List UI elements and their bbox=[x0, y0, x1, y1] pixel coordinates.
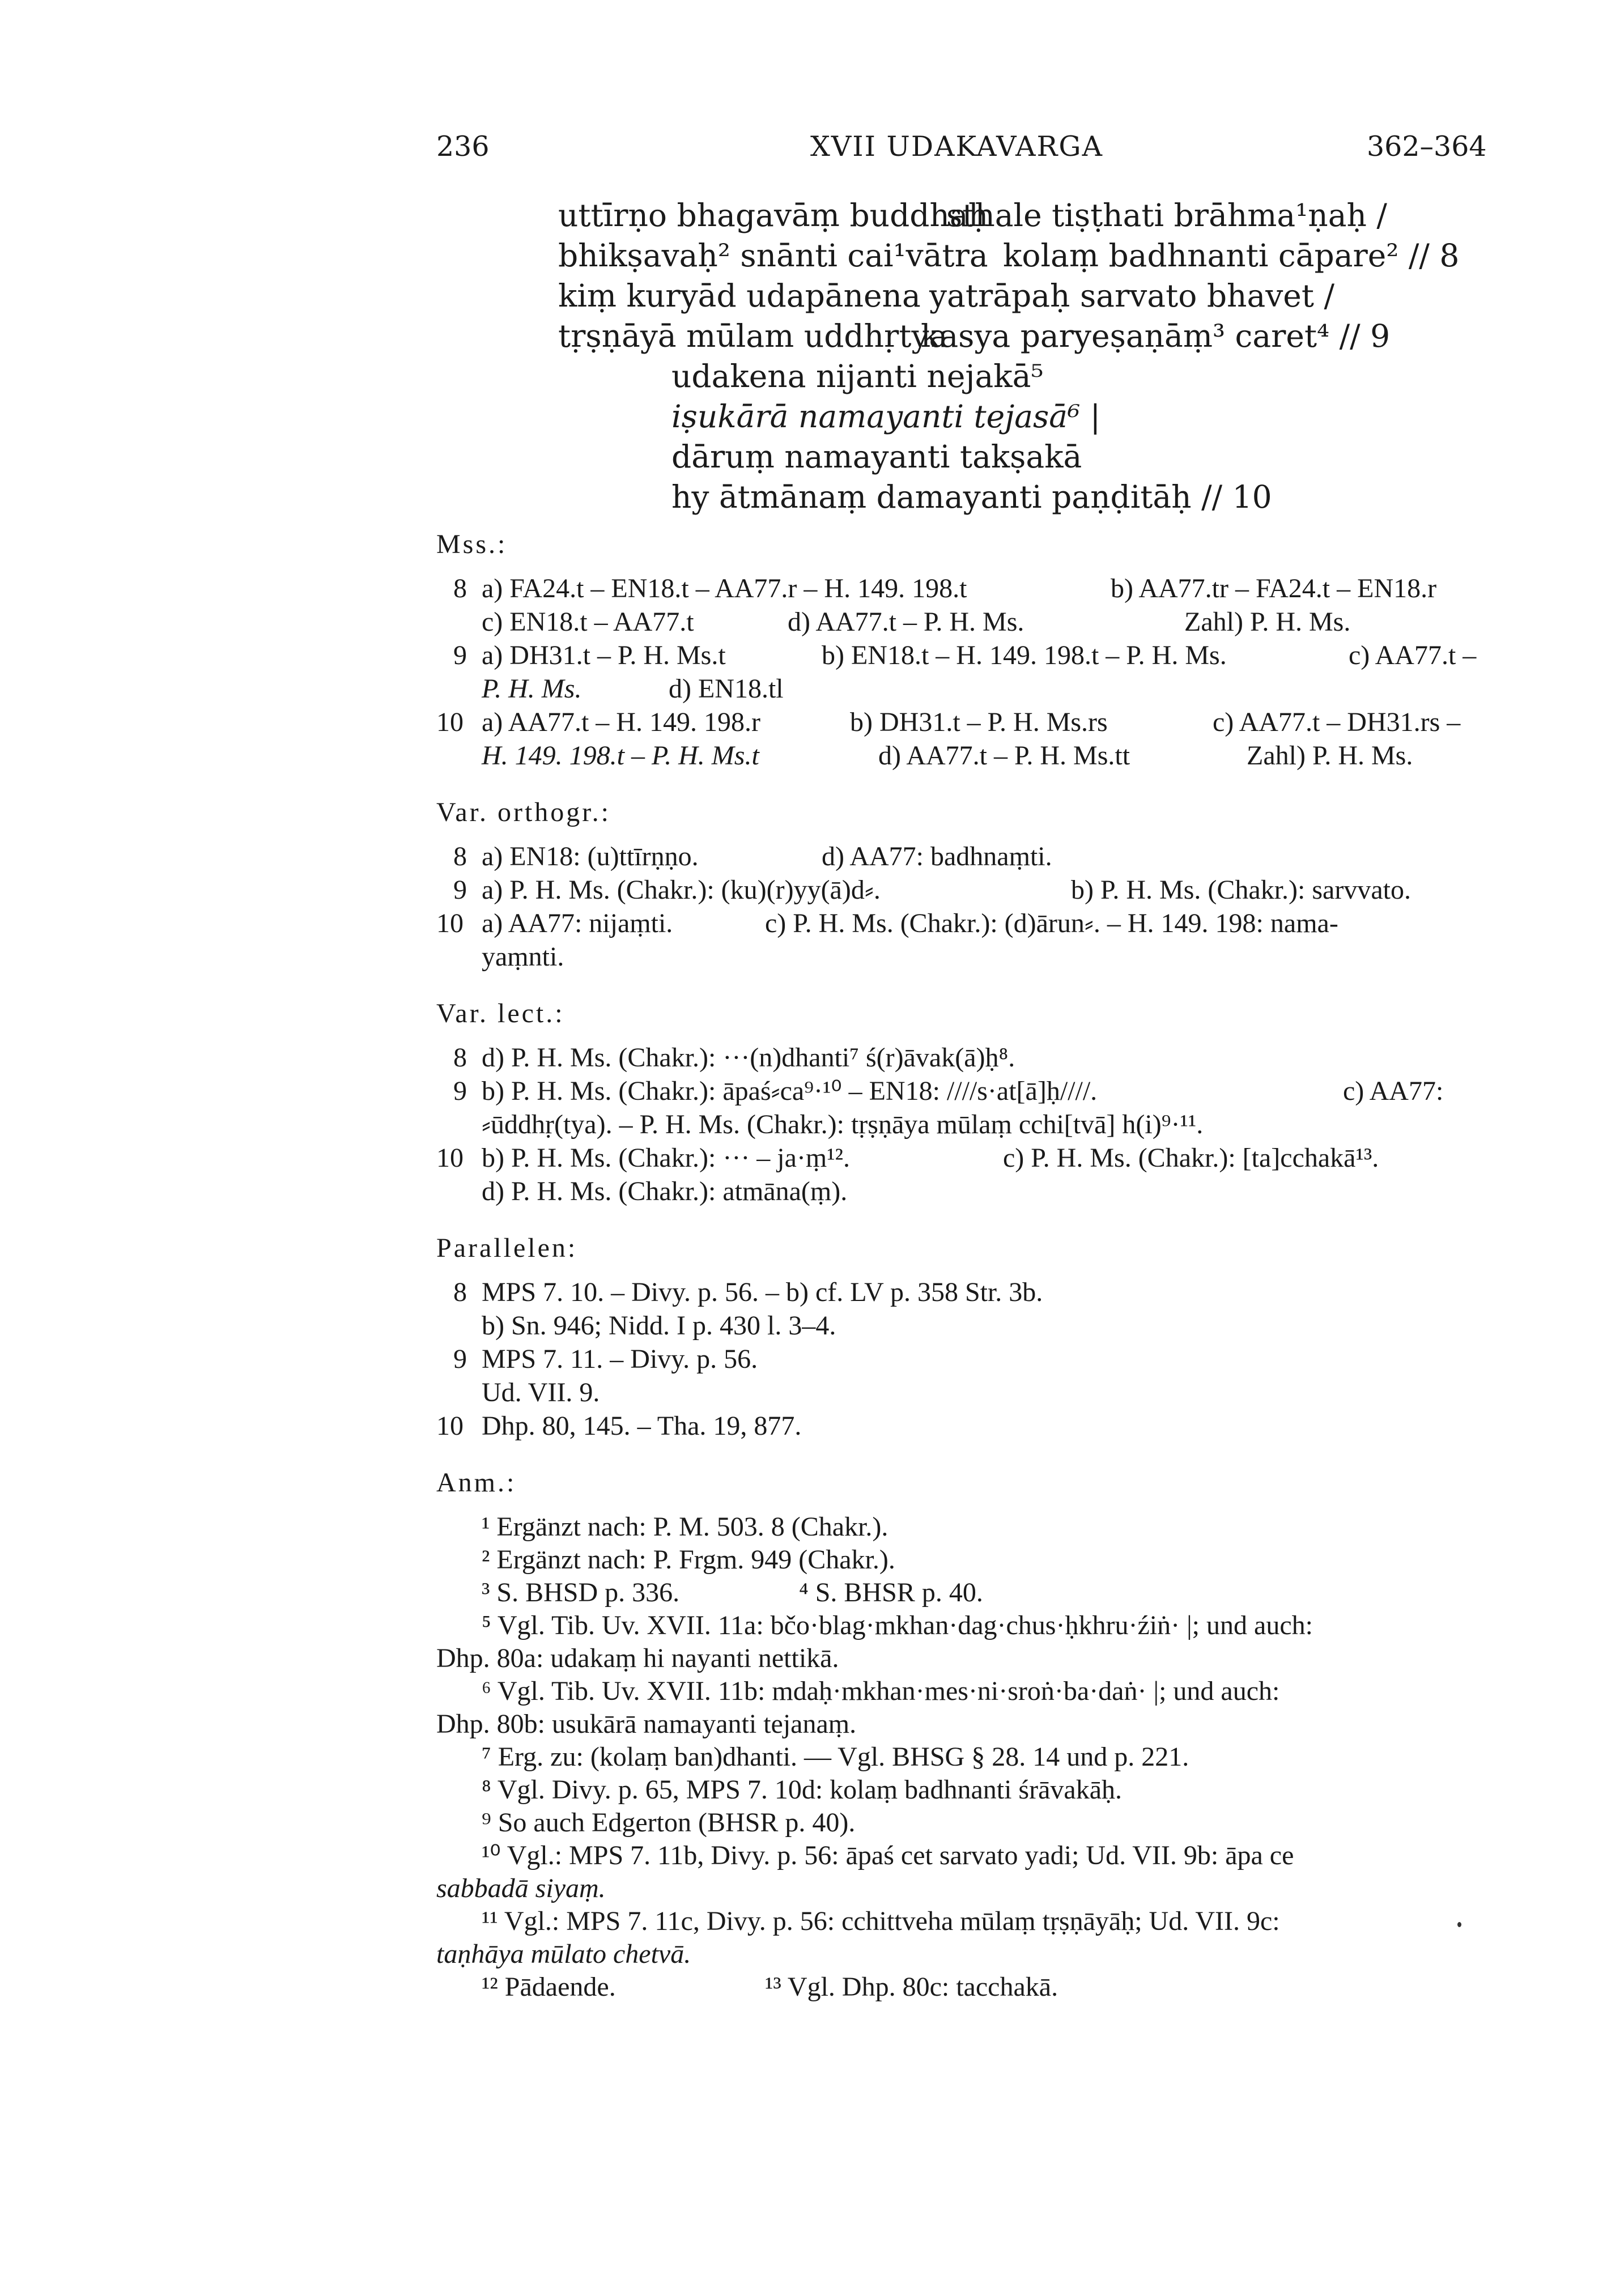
verse-number: 10 bbox=[436, 1411, 464, 1441]
apparatus-row bbox=[436, 1077, 1502, 1106]
footnote-text: taṇhāya mūlato chetvā. bbox=[436, 1939, 691, 1969]
row-part: b) DH31.t – P. H. Ms.rs bbox=[850, 707, 1108, 737]
apparatus-row bbox=[436, 1143, 1502, 1173]
row-part: Ud. VII. 9. bbox=[482, 1377, 600, 1408]
footnote-text: ¹³ Vgl. Dhp. 80c: tacchakā. bbox=[765, 1972, 1058, 2002]
footnote bbox=[436, 1841, 1502, 1870]
footnote-text: ² Ergänzt nach: P. Frgm. 949 (Chakr.). bbox=[482, 1545, 895, 1575]
apparatus-row bbox=[436, 942, 1502, 972]
apparatus-row bbox=[436, 641, 1502, 670]
verse-number: 10 bbox=[436, 707, 464, 737]
verse-pada-a: bhikṣavaḥ² snānti cai¹vātra bbox=[558, 237, 988, 274]
footnote-text: ⁹ So auch Edgerton (BHSR p. 40). bbox=[482, 1808, 856, 1838]
row-part: a) P. H. Ms. (Chakr.): (ku)(r)yy(ā)d⸗. bbox=[482, 875, 881, 905]
verse-pada-b: sthale tiṣṭhati brāhma¹ṇaḥ / bbox=[946, 197, 1387, 233]
verse-number: 8 bbox=[453, 573, 467, 603]
apparatus-row bbox=[436, 1378, 1502, 1408]
row-part: c) EN18.t – AA77.t bbox=[482, 607, 694, 637]
verse-pada: hy ātmānaṃ damayanti paṇḍitāḥ // 10 bbox=[671, 479, 1272, 515]
verse-pada-a: kiṃ kuryād udapānena bbox=[558, 278, 921, 314]
verse-pada: udakena nijanti nejakā⁵ bbox=[671, 358, 1044, 394]
footnote bbox=[436, 1578, 1502, 1608]
footnote bbox=[436, 1512, 1502, 1542]
row-part: a) AA77: nijaṃti. bbox=[482, 908, 673, 938]
verse-pada: dāruṃ namayanti takṣakā bbox=[671, 439, 1082, 475]
mss-heading: Mss.: bbox=[436, 529, 508, 559]
row-part: d) AA77.t – P. H. Ms.tt bbox=[878, 741, 1130, 771]
footnote bbox=[436, 1710, 1502, 1739]
verse-pada-b: kasya paryeṣaṇāṃ³ caret⁴ // 9 bbox=[921, 318, 1391, 354]
footnote-text: ⁸ Vgl. Divy. p. 65, MPS 7. 10d: kolaṃ badhnanti śrāvakāḥ. bbox=[482, 1775, 1122, 1805]
verse-line bbox=[558, 397, 1493, 437]
row-part: c) P. H. Ms. (Chakr.): (d)ārun⸗. – H. 149. 198: nama- bbox=[765, 908, 1338, 938]
footnote-text: ⁴ S. BHSR p. 40. bbox=[799, 1578, 983, 1608]
footnote-text: ⁶ Vgl. Tib. Uv. XVII. 11b: mdaḥ·mkhan·mes·ni·sroṅ·ba·daṅ· |; und auch: bbox=[482, 1676, 1280, 1706]
verse-number: 9 bbox=[453, 1344, 467, 1374]
apparatus-row bbox=[436, 842, 1502, 871]
footnote-text: ⁷ Erg. zu: (kolaṃ ban)dhanti. — Vgl. BHSG § 28. 14 und p. 221. bbox=[482, 1742, 1189, 1772]
anm-heading: Anm.: bbox=[436, 1468, 517, 1498]
verse-pada-b: yatrāpaḥ sarvato bhavet / bbox=[929, 278, 1334, 314]
verse-line bbox=[558, 195, 1493, 236]
apparatus-row bbox=[436, 607, 1502, 637]
verse-number: 10 bbox=[436, 908, 464, 938]
verse-number: 10 bbox=[436, 1143, 464, 1173]
row-part: a) EN18: (u)ttīrṇṇo. bbox=[482, 841, 699, 871]
row-part: c) AA77.t – DH31.rs – bbox=[1213, 707, 1461, 737]
verse-line bbox=[558, 316, 1493, 356]
row-part: yaṃnti. bbox=[482, 942, 564, 972]
footnote bbox=[436, 1677, 1502, 1706]
apparatus-row bbox=[436, 674, 1502, 704]
verse-number: 9 bbox=[453, 1076, 467, 1106]
verse-block bbox=[558, 195, 1493, 517]
verse-line bbox=[558, 437, 1493, 477]
verse-line bbox=[558, 236, 1493, 276]
row-part: b) EN18.t – H. 149. 198.t – P. H. Ms. bbox=[822, 640, 1227, 670]
parallelen-heading: Parallelen: bbox=[436, 1233, 578, 1263]
apparatus-row bbox=[436, 1345, 1502, 1374]
verse-pada: iṣukārā namayanti tejasā⁶ | bbox=[671, 398, 1101, 435]
verse-pada-a: tṛṣṇāyā mūlam uddhṛtya bbox=[558, 318, 948, 354]
row-part: b) P. H. Ms. (Chakr.): sarvvato. bbox=[1071, 875, 1411, 905]
footnote-text: ¹¹ Vgl.: MPS 7. 11c, Divy. p. 56: cchittveha mūlaṃ tṛṣṇāyāḥ; Ud. VII. 9c: bbox=[482, 1906, 1280, 1936]
verse-number: 9 bbox=[453, 875, 467, 905]
verse-range: 362–364 bbox=[1367, 130, 1487, 163]
row-part: a) FA24.t – EN18.t – AA77.r – H. 149. 198.t bbox=[482, 573, 967, 603]
row-part: a) AA77.t – H. 149. 198.r bbox=[482, 707, 760, 737]
apparatus-row bbox=[436, 741, 1502, 771]
footnote-text: Dhp. 80b: usukārā namayanti tejanaṃ. bbox=[436, 1709, 857, 1739]
verse-line bbox=[558, 356, 1493, 397]
lect-heading: Var. lect.: bbox=[436, 998, 565, 1028]
apparatus bbox=[436, 530, 1502, 2002]
apparatus-row bbox=[436, 909, 1502, 938]
row-part: Zahl) P. H. Ms. bbox=[1247, 741, 1413, 771]
verse-pada-b: kolaṃ badhnanti cāpare² // 8 bbox=[1003, 237, 1460, 274]
row-part: MPS 7. 11. – Divy. p. 56. bbox=[482, 1344, 758, 1374]
running-title: XVII UDAKAVARGA bbox=[810, 130, 1103, 163]
footnote-text: ¹² Pādaende. bbox=[482, 1972, 616, 2002]
row-part: Dhp. 80, 145. – Tha. 19, 877. bbox=[482, 1411, 802, 1441]
apparatus-row bbox=[436, 1311, 1502, 1341]
footnote-text: ¹ Ergänzt nach: P. M. 503. 8 (Chakr.). bbox=[482, 1512, 888, 1542]
footnote bbox=[436, 1742, 1502, 1772]
apparatus-row bbox=[436, 708, 1502, 737]
footnote bbox=[436, 1644, 1502, 1673]
footnote-text: Dhp. 80a: udakaṃ hi nayanti nettikā. bbox=[436, 1643, 839, 1673]
row-part: c) P. H. Ms. (Chakr.): [ta]cchakā¹³. bbox=[1003, 1143, 1379, 1173]
apparatus-row bbox=[436, 875, 1502, 905]
row-part: c) AA77: bbox=[1343, 1076, 1444, 1106]
row-part: c) AA77.t – bbox=[1349, 640, 1477, 670]
apparatus-row bbox=[436, 1278, 1502, 1307]
row-part: b) Sn. 946; Nidd. I p. 430 l. 3–4. bbox=[482, 1311, 836, 1341]
footnote bbox=[436, 1874, 1502, 1903]
verse-line bbox=[558, 477, 1493, 517]
footnote bbox=[436, 1775, 1502, 1805]
verse-number: 9 bbox=[453, 640, 467, 670]
footnote-text: ⁵ Vgl. Tib. Uv. XVII. 11a: bčo·blag·mkhan·dag·chus·ḥkhru·źiṅ· |; und auch: bbox=[482, 1610, 1313, 1640]
row-part: b) AA77.tr – FA24.t – EN18.r bbox=[1111, 573, 1437, 603]
footnote-text: ³ S. BHSD p. 336. bbox=[482, 1578, 680, 1608]
row-part: P. H. Ms. bbox=[482, 674, 582, 704]
page-number: 236 bbox=[436, 130, 490, 163]
row-part: d) AA77: badhnaṃti. bbox=[822, 841, 1052, 871]
footnote-text: sabbadā siyaṃ. bbox=[436, 1873, 606, 1903]
row-part: MPS 7. 10. – Divy. p. 56. – b) cf. LV p. 358 Str. 3b. bbox=[482, 1277, 1043, 1307]
footnote bbox=[436, 1940, 1502, 1969]
apparatus-row bbox=[436, 1177, 1502, 1206]
footnote-text: ¹⁰ Vgl.: MPS 7. 11b, Divy. p. 56: āpaś cet sarvato yadi; Ud. VII. 9b: āpa ce bbox=[482, 1840, 1294, 1870]
row-part: Zahl) P. H. Ms. bbox=[1184, 607, 1351, 637]
apparatus-row bbox=[436, 1110, 1502, 1140]
verse-line bbox=[558, 276, 1493, 316]
scan-speck bbox=[1457, 1922, 1461, 1927]
orthogr-heading: Var. orthogr.: bbox=[436, 797, 611, 827]
apparatus-row bbox=[436, 1043, 1502, 1073]
footnote bbox=[436, 1545, 1502, 1575]
footnote bbox=[436, 1907, 1502, 1936]
row-part: H. 149. 198.t – P. H. Ms.t bbox=[482, 741, 759, 771]
verse-number: 8 bbox=[453, 1043, 467, 1073]
row-part: b) P. H. Ms. (Chakr.): ··· – ja·ṃ¹². bbox=[482, 1143, 851, 1173]
row-part: d) P. H. Ms. (Chakr.): ···(n)dhanti⁷ ś(r)āvak(ā)ḥ⁸. bbox=[482, 1043, 1015, 1073]
verse-number: 8 bbox=[453, 841, 467, 871]
row-part: d) EN18.tl bbox=[669, 674, 784, 704]
footnote bbox=[436, 1972, 1502, 2002]
verse-pada-a: uttīrṇo bhagavāṃ buddhaḥ bbox=[558, 197, 989, 233]
row-part: b) P. H. Ms. (Chakr.): āpaś⸗ca⁹·¹⁰ – EN18: ////s·at[ā]ḥ////. bbox=[482, 1076, 1098, 1106]
apparatus-row bbox=[436, 574, 1502, 603]
row-part: ⸗ūddhṛ(tya). – P. H. Ms. (Chakr.): tṛṣṇāya mūlaṃ cchi[tvā] h(i)⁹·¹¹. bbox=[482, 1109, 1204, 1140]
footnote bbox=[436, 1611, 1502, 1640]
footnote bbox=[436, 1808, 1502, 1838]
row-part: d) AA77.t – P. H. Ms. bbox=[788, 607, 1024, 637]
row-part: d) P. H. Ms. (Chakr.): atmāna(ṃ). bbox=[482, 1176, 848, 1206]
verse-number: 8 bbox=[453, 1277, 467, 1307]
apparatus-row bbox=[436, 1411, 1502, 1441]
row-part: a) DH31.t – P. H. Ms.t bbox=[482, 640, 726, 670]
